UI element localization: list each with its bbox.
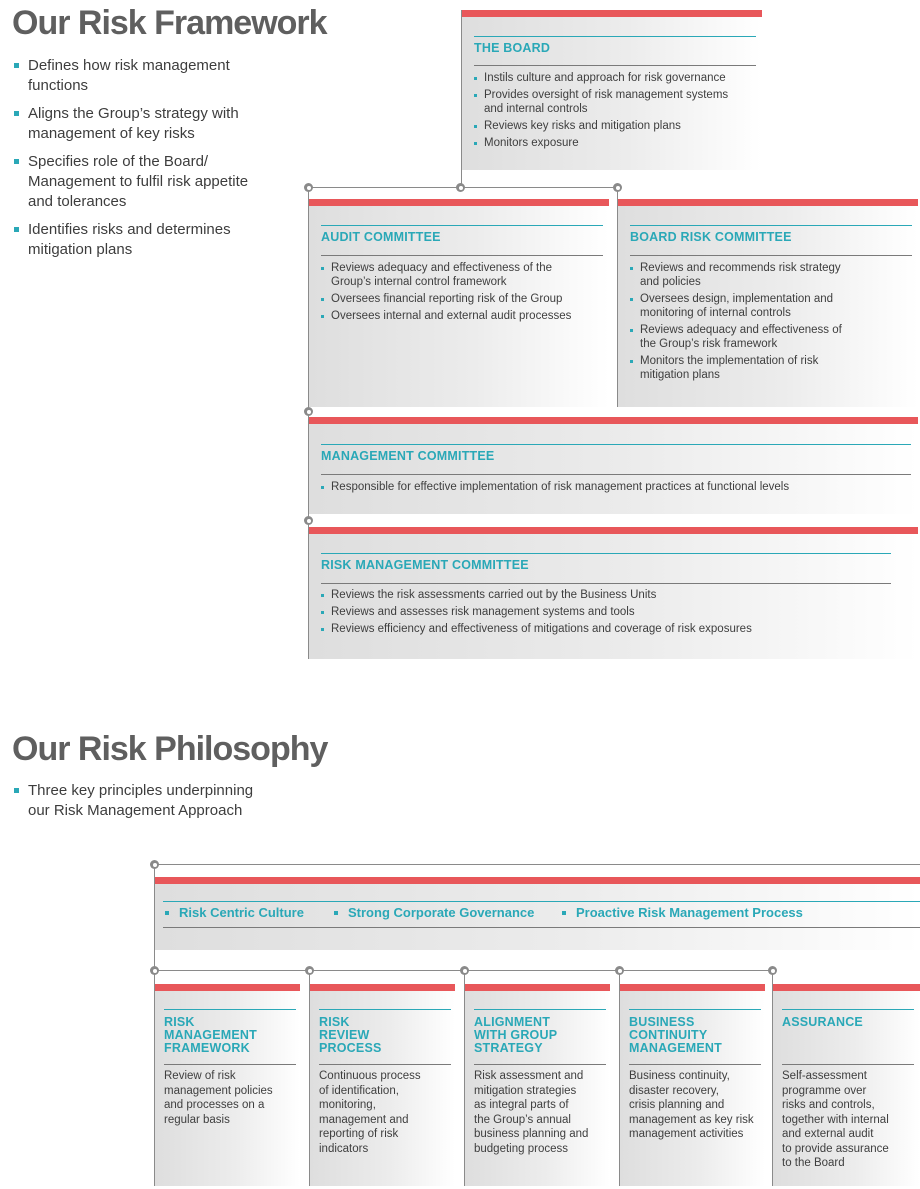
pillar-text-line: mitigation strategies (474, 1084, 577, 1097)
pillar-text-line: and external audit (782, 1128, 874, 1140)
pillar-text-line: regular basis (164, 1113, 230, 1126)
pillar-title-line: CONTINUITY (629, 1028, 708, 1042)
pillar-text-line: Business continuity, (629, 1070, 730, 1082)
philosophy-title: Our Risk Philosophy (12, 730, 328, 768)
content-divider (474, 1064, 606, 1065)
pillar-title-line: WITH GROUP (474, 1028, 558, 1042)
pillar-business-continuity-management (620, 984, 765, 1186)
connector-node (613, 183, 622, 192)
audit-committee-box (309, 199, 609, 407)
audit-item: Oversees internal and external audit processes (321, 309, 589, 323)
board-risk-item: Reviews adequacy and effectiveness of the Group’s risk framework (630, 323, 860, 351)
pillar-title-line: FRAMEWORK (164, 1041, 250, 1055)
management-bar (309, 417, 918, 424)
principles-connector-line (154, 864, 920, 865)
board-risk-item: Oversees design, implementation and monitoring of internal controls (630, 292, 860, 320)
title-divider (163, 901, 920, 902)
content-divider (629, 1064, 761, 1065)
audit-committee-title: AUDIT COMMITTEE (321, 230, 441, 244)
framework-intro-list (14, 56, 264, 268)
board-bar (462, 10, 762, 17)
content-divider (782, 1064, 914, 1065)
management-committee-title: MANAGEMENT COMMITTEE (321, 449, 495, 463)
pillar-risk-management-framework (155, 984, 300, 1186)
pillar-text-line: monitoring, (319, 1099, 376, 1111)
pillar-text-line: crisis planning and (629, 1099, 725, 1111)
framework-intro-item: Aligns the Group’s strategy with management of key risks (14, 104, 264, 144)
pillar-title-line: ALIGNMENT (474, 1015, 551, 1029)
content-divider (474, 65, 756, 66)
content-divider (630, 255, 912, 256)
pillar-title-line: ASSURANCE (782, 1015, 863, 1029)
framework-intro-item: Specifies role of the Board/ Management to fulfil risk appetite and tolerances (14, 152, 264, 212)
pillar-alignment-with-group-strategy (465, 984, 610, 1186)
board-risk-list (630, 261, 860, 385)
pillar-bar (155, 984, 300, 991)
audit-item: Reviews adequacy and effectiveness of the Group’s internal control framework (321, 261, 589, 289)
pillar-title-line: RISK (319, 1015, 350, 1029)
title-divider (321, 225, 603, 226)
pillar-text-line: together with internal (782, 1113, 889, 1126)
principle-proactive-risk-management: Proactive Risk Management Process (562, 905, 803, 920)
audit-list (321, 261, 589, 326)
pillar-text-line: as integral parts of (474, 1099, 569, 1111)
connector-node (304, 407, 313, 416)
board-risk-bar (618, 199, 918, 206)
title-divider (474, 36, 756, 37)
pillar-text-line: to provide assurance (782, 1142, 889, 1155)
title-divider (782, 1009, 914, 1010)
connector-node (304, 183, 313, 192)
pillar-title-line: RISK (164, 1015, 195, 1029)
risk-management-item: Reviews the risk assessments carried out by the Business Units (321, 588, 901, 602)
pillar-text-line: business planning and (474, 1128, 589, 1140)
pillar-text-line: Self-assessment (782, 1070, 868, 1082)
board-risk-committee-box (618, 199, 918, 407)
connector-node (768, 966, 777, 975)
board-item: Reviews key risks and mitigation plans (474, 119, 744, 133)
title-divider (629, 1009, 761, 1010)
pillar-text-line: Review of risk (164, 1070, 236, 1082)
title-divider (319, 1009, 451, 1010)
pillar-title-line: MANAGEMENT (164, 1028, 257, 1042)
risk-management-committee-title: RISK MANAGEMENT COMMITTEE (321, 558, 529, 572)
content-divider (164, 1064, 296, 1065)
connector-node (456, 183, 465, 192)
pillar-bar (310, 984, 455, 991)
pillar-text-line: Continuous process (319, 1070, 421, 1082)
board-risk-item: Reviews and recommends risk strategy and policies (630, 261, 860, 289)
pillar-bar (620, 984, 765, 991)
content-divider (321, 474, 911, 475)
board-risk-committee-title: BOARD RISK COMMITTEE (630, 230, 792, 244)
pillar-text-line: Risk assessment and (474, 1070, 584, 1082)
pillar-text-line: management activities (629, 1128, 744, 1140)
audit-bar (309, 199, 609, 206)
risk-management-bar (309, 527, 918, 534)
pillar-title-line: MANAGEMENT (629, 1041, 722, 1055)
pillar-text-line: of identification, (319, 1084, 399, 1097)
pillar-title-line: BUSINESS (629, 1015, 695, 1029)
board-item: Instils culture and approach for risk governance (474, 71, 744, 85)
title-divider (321, 444, 911, 445)
principles-bar (155, 877, 920, 884)
connector-node (460, 966, 469, 975)
pillar-text-line: budgeting process (474, 1142, 568, 1155)
risk-management-item: Reviews efficiency and effectiveness of mitigations and coverage of risk exposures (321, 622, 901, 636)
connector-node (304, 516, 313, 525)
content-divider (321, 255, 603, 256)
risk-management-committee-box (309, 527, 918, 659)
pillar-text-line: risks and controls, (782, 1099, 875, 1111)
board-item: Provides oversight of risk management systems and internal controls (474, 88, 744, 116)
pillar-text-line: and processes on a (164, 1099, 265, 1111)
title-divider (474, 1009, 606, 1010)
pillar-title (782, 1016, 863, 1029)
pillar-description (319, 1069, 421, 1156)
title-divider (321, 553, 891, 554)
connector-node (150, 860, 159, 869)
title-divider (164, 1009, 296, 1010)
pillar-title (629, 1016, 722, 1055)
pillar-text-line: management policies (164, 1084, 273, 1097)
pillar-title (474, 1016, 557, 1055)
framework-intro-item: Defines how risk management functions (14, 56, 264, 96)
title-divider (630, 225, 912, 226)
connector-node (150, 966, 159, 975)
pillar-title (164, 1016, 257, 1055)
connector-node (615, 966, 624, 975)
pillar-text-line: disaster recovery, (629, 1084, 719, 1097)
board-box (462, 10, 762, 170)
pillar-assurance (773, 984, 920, 1186)
board-title: THE BOARD (474, 41, 551, 55)
content-divider (319, 1064, 451, 1065)
pillar-text-line: management and (319, 1113, 409, 1126)
audit-item: Oversees financial reporting risk of the Group (321, 292, 589, 306)
pillar-description (474, 1069, 588, 1156)
principle-strong-corporate-governance: Strong Corporate Governance (334, 905, 534, 920)
pillar-text-line: management as key risk (629, 1113, 754, 1126)
framework-title: Our Risk Framework (12, 4, 327, 42)
pillar-title-line: REVIEW (319, 1028, 370, 1042)
pillar-text-line: the Group’s annual (474, 1113, 571, 1126)
board-risk-item: Monitors the implementation of risk mitigation plans (630, 354, 860, 382)
connector-node (305, 966, 314, 975)
pillar-text-line: to the Board (782, 1157, 845, 1169)
framework-intro-item: Identifies risks and determines mitigation plans (14, 220, 264, 260)
pillar-description (629, 1069, 754, 1142)
pillar-title-line: STRATEGY (474, 1041, 543, 1055)
pillar-bar (465, 984, 610, 991)
content-divider (321, 583, 891, 584)
content-divider (163, 927, 920, 928)
pillar-text-line: programme over (782, 1084, 867, 1097)
pillar-text-line: indicators (319, 1142, 369, 1155)
pillar-bar (773, 984, 920, 991)
pillar-title-line: PROCESS (319, 1041, 382, 1055)
management-committee-box (309, 417, 918, 514)
pillar-title (319, 1016, 382, 1055)
board-list (474, 71, 744, 153)
pillar-text-line: reporting of risk (319, 1128, 399, 1140)
philosophy-intro-item: Three key principles underpinning our Risk Management Approach (14, 781, 274, 821)
principle-risk-centric-culture: Risk Centric Culture (165, 905, 304, 920)
management-item: Responsible for effective implementation of risk management practices at functional levels (321, 480, 901, 494)
pillar-description (782, 1069, 889, 1171)
management-list (321, 480, 901, 497)
risk-management-list (321, 588, 901, 639)
pillar-risk-review-process (310, 984, 455, 1186)
philosophy-intro-list (14, 781, 274, 829)
board-item: Monitors exposure (474, 136, 744, 150)
pillar-description (164, 1069, 273, 1127)
risk-management-item: Reviews and assesses risk management systems and tools (321, 605, 901, 619)
